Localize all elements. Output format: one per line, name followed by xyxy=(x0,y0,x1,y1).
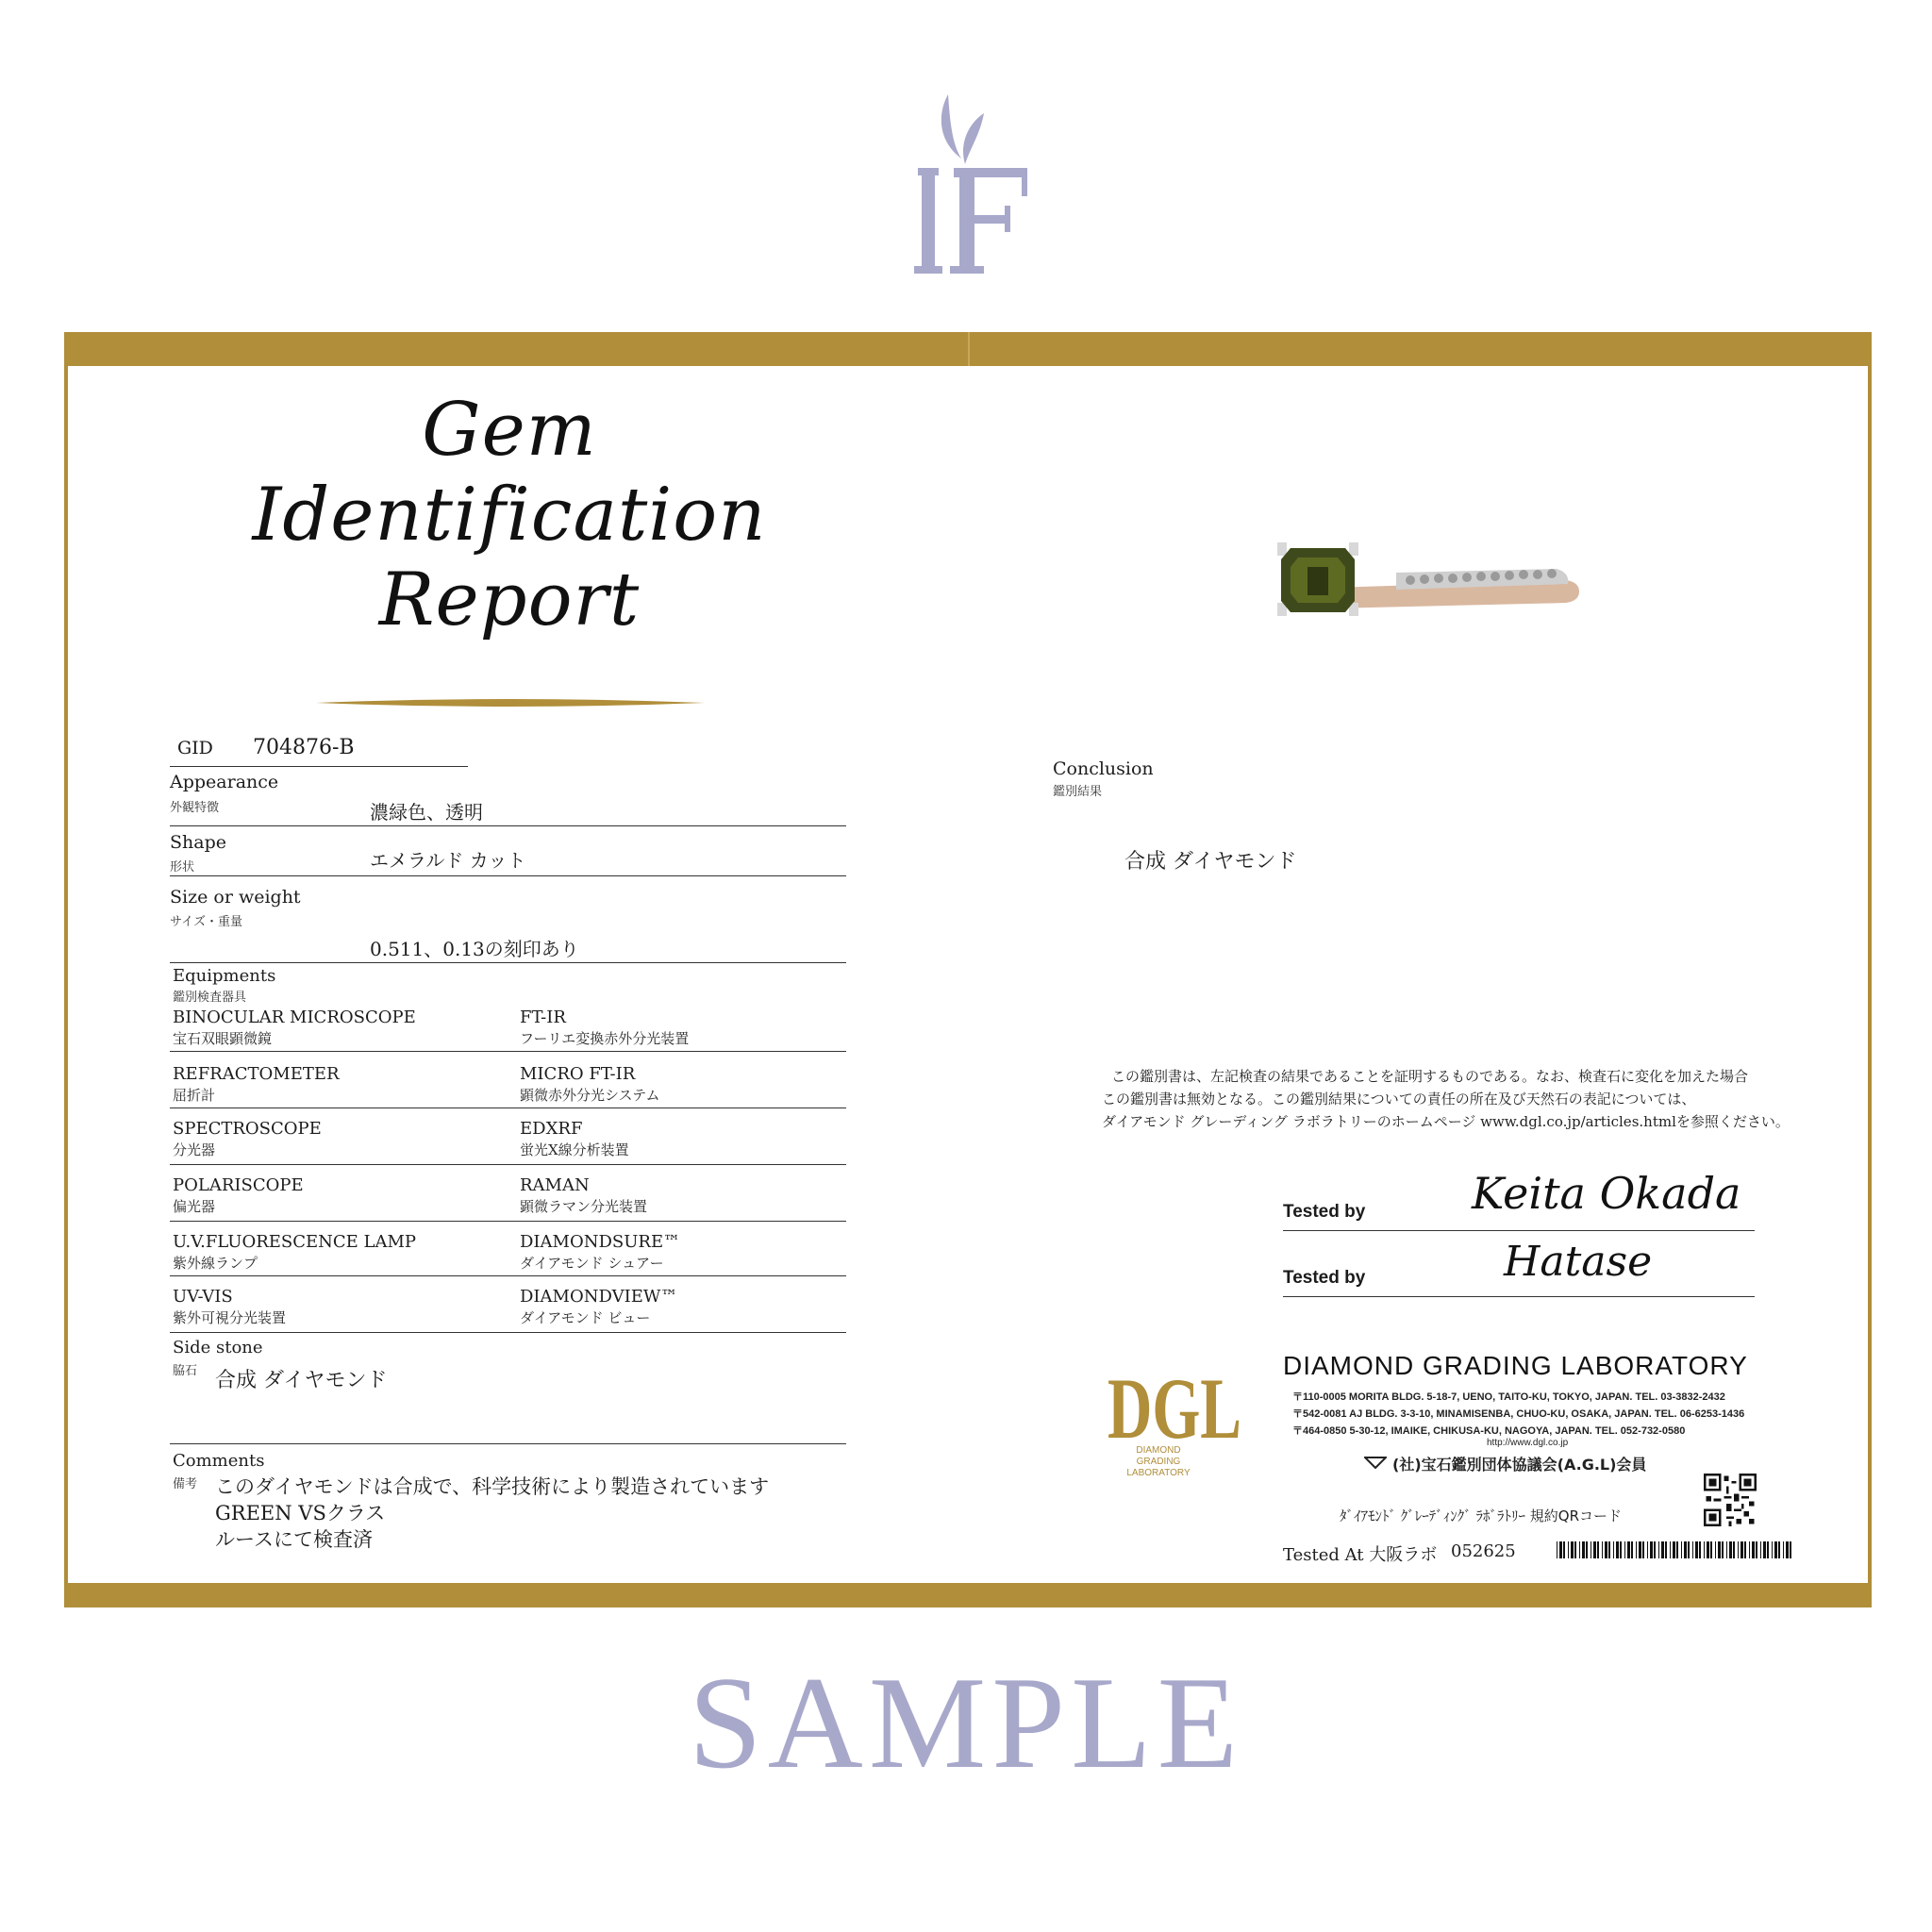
barcode-bar xyxy=(1661,1541,1664,1558)
equipment-name-jp: ダイアモンド ビュー xyxy=(520,1309,651,1326)
signature-line xyxy=(1283,1230,1755,1231)
barcode-bar xyxy=(1772,1541,1773,1558)
barcode-bar xyxy=(1763,1541,1766,1558)
shape-label-jp: 形状 xyxy=(170,860,195,874)
disclaimer-line: ダイアモンド グレーディング ラボラトリーのホームページ www.dgl.co.jp/articles.htmlを参照ください。 xyxy=(1102,1113,1790,1130)
lab-address: 〒110-0005 MORITA BLDG. 5-18-7, UENO, TAITO-KU, TOKYO, JAPAN. TEL. 03-3832-2432 xyxy=(1292,1391,1725,1403)
ring-photo xyxy=(1255,514,1594,646)
gid-rule xyxy=(170,766,468,767)
equipment-name-jp: 紫外可視分光装置 xyxy=(173,1309,287,1326)
barcode-bar xyxy=(1699,1541,1701,1558)
equipment-name-jp: ダイアモンド シュアー xyxy=(520,1255,664,1272)
equipment-name: FT-IR xyxy=(520,1008,566,1027)
signature-line xyxy=(1283,1296,1755,1297)
barcode-bar xyxy=(1613,1541,1614,1558)
barcode-bar xyxy=(1774,1541,1777,1558)
barcode-bar xyxy=(1704,1541,1705,1558)
title-underline xyxy=(316,698,705,708)
barcode-bar xyxy=(1786,1541,1789,1558)
disclaimer-line: この鑑別書は、左記検査の結果であることを証明するものである。なお、検査石に変化を加えた場合 xyxy=(1111,1068,1749,1085)
barcode-bar xyxy=(1593,1541,1596,1558)
barcode-bar xyxy=(1756,1541,1757,1558)
field-divider xyxy=(170,1221,846,1222)
barcode-bar xyxy=(1631,1541,1633,1558)
barcode-bar xyxy=(1790,1541,1791,1558)
barcode-bar xyxy=(1571,1541,1574,1558)
barcode-bar xyxy=(1695,1541,1698,1558)
tested-by-label: Tested by xyxy=(1283,1202,1366,1222)
equipment-name-jp: 紫外線ランプ xyxy=(173,1255,258,1272)
disclaimer-line: この鑑別書は無効となる。この鑑別結果についての責任の所在及び天然石の表記については、 xyxy=(1102,1091,1696,1108)
equipment-name-jp: 蛍光X線分析装置 xyxy=(520,1141,629,1158)
comment-line: ルースにて検査済 xyxy=(215,1528,373,1551)
equipment-name-jp: 偏光器 xyxy=(173,1198,216,1215)
if-logo xyxy=(910,87,1033,285)
equipment-name: RAMAN xyxy=(520,1175,590,1195)
agl-icon xyxy=(1364,1455,1387,1468)
barcode-bar xyxy=(1602,1541,1603,1558)
dgl-logo xyxy=(1106,1341,1243,1481)
equipment-name: DIAMONDSURE™ xyxy=(520,1232,681,1252)
comment-line: このダイヤモンドは合成で、科学技術により製造されています xyxy=(215,1475,770,1498)
equipment-name: MICRO FT-IR xyxy=(520,1064,636,1084)
dgl-logo-sub: GRADING xyxy=(1136,1457,1181,1467)
equipment-name: U.V.FLUORESCENCE LAMP xyxy=(173,1232,417,1252)
barcode-bar xyxy=(1733,1541,1735,1558)
barcode-bar xyxy=(1605,1541,1607,1558)
comments-label-jp: 備考 xyxy=(173,1477,198,1491)
conclusion-label-jp: 鑑別結果 xyxy=(1053,785,1103,799)
side-stone-value: 合成 ダイヤモンド xyxy=(215,1369,388,1392)
report-title-line3: Report xyxy=(378,558,641,642)
barcode-bar xyxy=(1707,1541,1709,1558)
side-stone-label-jp: 脇石 xyxy=(173,1364,198,1378)
leaf-icon xyxy=(963,113,984,164)
leaf-icon xyxy=(941,94,961,158)
barcode-bar xyxy=(1778,1541,1780,1558)
barcode-bar xyxy=(1783,1541,1784,1558)
gid-value: 704876-B xyxy=(253,736,355,759)
appearance-label: Appearance xyxy=(170,772,279,792)
comment-line: GREEN VSクラス xyxy=(215,1502,386,1524)
barcode-bar xyxy=(1718,1541,1721,1558)
report-number: 052625 xyxy=(1451,1541,1516,1561)
barcode-bar xyxy=(1688,1541,1690,1558)
side-stone-label: Side stone xyxy=(173,1338,263,1357)
barcode-bar xyxy=(1710,1541,1712,1558)
barcode xyxy=(1557,1541,1792,1558)
barcode-bar xyxy=(1726,1541,1727,1558)
equipment-name-jp: 分光器 xyxy=(173,1141,216,1158)
barcode-bar xyxy=(1620,1541,1622,1558)
barcode-bar xyxy=(1729,1541,1732,1558)
barcode-bar xyxy=(1740,1541,1743,1558)
barcode-bar xyxy=(1767,1541,1769,1558)
barcode-bar xyxy=(1681,1541,1682,1558)
report-title-line1: Gem xyxy=(422,388,597,473)
equipment-name: DIAMONDVIEW™ xyxy=(520,1287,678,1307)
equipment-name: POLARISCOPE xyxy=(173,1175,304,1195)
field-divider xyxy=(170,825,846,826)
equipment-name: UV-VIS xyxy=(173,1287,233,1307)
barcode-bar xyxy=(1568,1541,1569,1558)
equipment-name: REFRACTOMETER xyxy=(173,1064,340,1084)
barcode-bar xyxy=(1608,1541,1610,1558)
field-divider xyxy=(170,1332,846,1333)
barcode-bar xyxy=(1563,1541,1565,1558)
barcode-bar xyxy=(1673,1541,1675,1558)
lab-address: 〒464-0850 5-30-12, IMAIKE, CHIKUSA-KU, NAGOYA, JAPAN. TEL. 052-732-0580 xyxy=(1292,1425,1686,1437)
barcode-bar xyxy=(1752,1541,1755,1558)
barcode-bar xyxy=(1650,1541,1653,1558)
barcode-bar xyxy=(1647,1541,1648,1558)
appearance-label-jp: 外観特徴 xyxy=(170,801,220,815)
equipment-name-jp: フーリエ変換赤外分光装置 xyxy=(520,1030,690,1047)
signature: Keita Okada xyxy=(1472,1168,1741,1219)
field-divider xyxy=(170,1164,846,1165)
barcode-bar xyxy=(1624,1541,1625,1558)
barcode-bar xyxy=(1586,1541,1588,1558)
field-divider xyxy=(170,875,846,876)
dgl-logo-mark: DGL xyxy=(1108,1360,1241,1457)
size-value: 0.511、0.13の刻印あり xyxy=(370,938,579,960)
equipments-label: Equipments xyxy=(173,966,276,986)
dgl-logo-sub: DIAMOND xyxy=(1136,1445,1181,1456)
shape-value: エメラルド カット xyxy=(370,849,526,872)
qr-label: ﾀﾞｲｱﾓﾝﾄﾞ ｸﾞﾚｰﾃﾞｨﾝｸﾞ ﾗﾎﾞﾗﾄﾘｰ 規約QRコード xyxy=(1340,1507,1623,1524)
barcode-bar xyxy=(1692,1541,1693,1558)
lab-name: DIAMOND GRADING LABORATORY xyxy=(1283,1351,1748,1380)
barcode-bar xyxy=(1738,1541,1739,1558)
field-divider xyxy=(170,962,846,963)
equipment-name: BINOCULAR MICROSCOPE xyxy=(173,1008,416,1027)
barcode-bar xyxy=(1665,1541,1667,1558)
dgl-logo-sub: LABORATORY xyxy=(1126,1468,1191,1478)
field-divider xyxy=(170,1275,846,1276)
barcode-bar xyxy=(1654,1541,1656,1558)
equipment-name: EDXRF xyxy=(520,1119,583,1139)
barcode-bar xyxy=(1579,1541,1580,1558)
barcode-bar xyxy=(1574,1541,1576,1558)
size-label-jp: サイズ・重量 xyxy=(170,915,242,929)
barcode-bar xyxy=(1597,1541,1599,1558)
appearance-value: 濃緑色、透明 xyxy=(370,801,483,824)
sample-watermark: SAMPLE xyxy=(688,1650,1244,1796)
equipment-name-jp: 顕微赤外分光システム xyxy=(520,1087,660,1104)
barcode-bar xyxy=(1760,1541,1761,1558)
barcode-bar xyxy=(1749,1541,1750,1558)
field-divider xyxy=(170,1443,846,1444)
fold-line xyxy=(968,332,970,366)
barcode-bar xyxy=(1722,1541,1724,1558)
conclusion-label: Conclusion xyxy=(1053,758,1154,779)
lab-url: http://www.dgl.co.jp xyxy=(1487,1438,1569,1448)
barcode-bar xyxy=(1559,1541,1562,1558)
shape-label: Shape xyxy=(170,832,226,853)
signature: Hatase xyxy=(1504,1238,1653,1286)
tested-at: Tested At 大阪ラボ xyxy=(1283,1545,1438,1565)
gid-label: GID xyxy=(177,738,213,758)
barcode-bar xyxy=(1715,1541,1716,1558)
equipment-name-jp: 屈折計 xyxy=(173,1087,216,1104)
conclusion-value: 合成 ダイヤモンド xyxy=(1124,850,1297,874)
barcode-bar xyxy=(1676,1541,1678,1558)
qr-code xyxy=(1704,1474,1757,1526)
barcode-bar xyxy=(1582,1541,1585,1558)
size-label: Size or weight xyxy=(170,887,301,908)
barcode-bar xyxy=(1670,1541,1671,1558)
field-divider xyxy=(170,1051,846,1052)
barcode-bar xyxy=(1616,1541,1619,1558)
barcode-bar xyxy=(1636,1541,1637,1558)
barcode-bar xyxy=(1627,1541,1630,1558)
equipment-name-jp: 宝石双眼顕微鏡 xyxy=(173,1030,273,1047)
equipments-label-jp: 鑑別検査器具 xyxy=(173,991,247,1005)
report-title-line2: Identification xyxy=(252,473,767,558)
lab-address: 〒542-0081 AJ BLDG. 3-3-10, MINAMISENBA, CHUO-KU, OSAKA, JAPAN. TEL. 06-6253-1436 xyxy=(1292,1408,1745,1420)
agl-member: (社)宝石鑑別団体協議会(A.G.L)会員 xyxy=(1392,1456,1647,1474)
comments-label: Comments xyxy=(173,1451,265,1471)
barcode-bar xyxy=(1658,1541,1659,1558)
barcode-bar xyxy=(1639,1541,1641,1558)
barcode-bar xyxy=(1642,1541,1644,1558)
barcode-bar xyxy=(1744,1541,1746,1558)
tested-by-label: Tested by xyxy=(1283,1268,1366,1288)
barcode-bar xyxy=(1684,1541,1687,1558)
equipment-name: SPECTROSCOPE xyxy=(173,1119,322,1139)
equipment-name-jp: 顕微ラマン分光装置 xyxy=(520,1198,648,1215)
